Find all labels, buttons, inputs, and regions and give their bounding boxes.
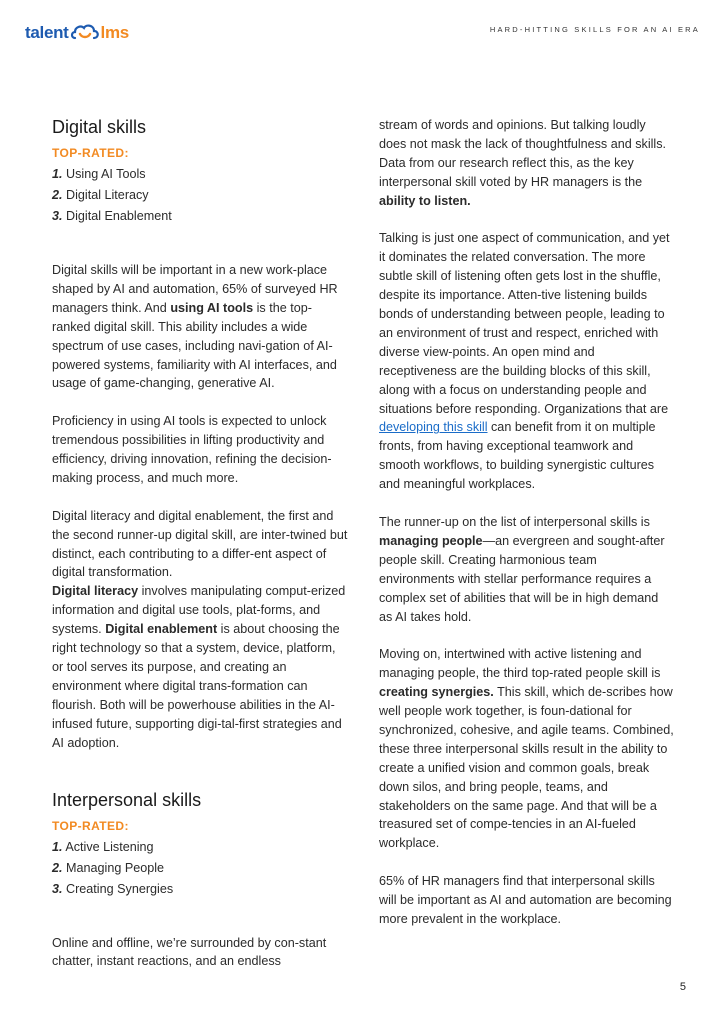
rank-label: Creating Synergies: [66, 881, 174, 896]
text-run: This skill, which de-scribes how well people work together, is foun-dational for synchronized, cohesive, and agile teams. Combined, these three interpersonal skills result in the ability to create a unified vision and common goals, break down silos, and bring people, teams, and stakeholders on the same page. And that will be a treasured set of compe-tencies in an AI-fueled workplace.: [379, 685, 674, 851]
bold-text: Digital literacy: [52, 584, 139, 599]
text-run: Talking is just one aspect of communication, and yet it dominates the related conversation. The more subtle skill of listening often gets lost in the shuffle, despite its importance. Atten-tive listening builds bonds of understanding between people, leading to an environment of trust and respect, enriched with diverse view-points. An open mind and receptiveness are the building blocks of this skill, along with a focus on understanding people and situations before responding. Organizations that are: [379, 231, 670, 416]
bold-text: creating synergies.: [379, 685, 494, 700]
rank-label: Managing People: [66, 860, 165, 875]
text-run: The runner-up on the list of interpersonal skills is: [379, 515, 650, 529]
text-run: is about choosing the right technology so that a system, device, platform, or tool serves its purpose, and creating an environment where digital trans-formation can flourish. Both will be powerhouse abilities in the AI-infused future, supporting digi-tal-first strategies and AI adoption.: [52, 622, 342, 750]
rank-label: Using AI Tools: [66, 167, 146, 181]
rank-label: Digital Enablement: [66, 209, 172, 223]
right-paragraph-5: 65% of HR managers find that interpersonal skills will be important as AI and automation are becoming more prevalent in the workplace.: [379, 874, 672, 926]
bold-text: using AI tools: [170, 300, 254, 315]
digital-paragraph-2: Proficiency in using AI tools is expected to unlock tremendous possibilities in lifting productivity and efficiency, driving innovation, refining the decision-making process, and much more.: [52, 414, 332, 485]
text-run: can benefit from it on multiple fronts, from having exceptional teamwork and smooth workflows, to building synergistic cultures and meaningful workplaces.: [379, 420, 656, 492]
page-number: 5: [679, 981, 686, 993]
text-run: stream of words and opinions. But talking loudly does not mask the lack of thoughtfulness and skills. Data from our research reflect this, as the key interpersonal skill voted by HR managers is the: [379, 118, 667, 189]
rank-number: 2.: [52, 860, 63, 875]
rank-number: 2.: [52, 188, 63, 202]
digital-top-rated-label: TOP-RATED:: [52, 146, 129, 160]
text-run: is the top-ranked digital skill. This ability includes a wide spectrum of use cases, including navi-gation of AI-powered systems, familiarity with AI interfaces, and usage of game-changing, generative AI.: [52, 300, 337, 391]
right-paragraph-2: [379, 229, 675, 494]
interpersonal-rank-item: [52, 858, 348, 879]
rank-label: Active Listening: [65, 839, 154, 854]
digital-skills-heading: Digital skills: [52, 117, 147, 137]
interpersonal-top-rated-label: TOP-RATED:: [52, 818, 129, 833]
text-run: —an evergreen and sought-after people skill. Creating harmonious team environments with stellar performance requires a complex set of abilities that will be in high demand as AI takes hold.: [379, 533, 665, 624]
right-paragraph-4: [379, 645, 675, 853]
interpersonal-rank-item: [52, 837, 348, 858]
logo-text-lms: lms: [100, 23, 129, 42]
bold-text: ability to listen.: [379, 193, 471, 208]
bold-text: managing people: [379, 533, 483, 548]
rank-number: 3.: [52, 209, 63, 223]
rank-label: Digital Literacy: [66, 188, 149, 202]
text-run: Moving on, intertwined with active listening and managing people, the third top-rated people skill is: [379, 647, 661, 681]
text-run: Digital literacy and digital enablement, the first and the second runner-up digital skill, are inter-twined but distinct, each contributing to a differ-ent aspect of digital transformation.: [52, 508, 348, 580]
logo-text-talent: talent: [25, 23, 69, 42]
digital-rank-item: [52, 185, 348, 206]
rank-number: 1.: [52, 167, 63, 181]
bold-text: Digital enablement: [105, 622, 218, 637]
digital-paragraph-1: [52, 261, 348, 393]
interpersonal-skills-heading: Interpersonal skills: [52, 789, 202, 810]
rank-number: 3.: [52, 881, 63, 896]
digital-rank-item: [52, 164, 348, 185]
right-paragraph-1: [379, 116, 675, 211]
cloud-smile-icon: [70, 23, 100, 43]
running-header: HARD-HITTING SKILLS FOR AN AI ERA: [489, 25, 700, 34]
digital-paragraph-3: [52, 507, 348, 753]
text-run: Digital skills will be important in a new work-place shaped by AI and automation, 65% of surveyed HR managers think. And: [52, 263, 338, 315]
developing-this-skill-link[interactable]: developing this skill: [379, 420, 488, 435]
interpersonal-paragraph-1: Online and offline, we’re surrounded by con-stant chatter, instant reactions, and an endless: [52, 935, 327, 969]
right-column: [379, 116, 675, 929]
talentlms-logo[interactable]: [25, 20, 129, 46]
rank-number: 1.: [52, 839, 63, 854]
digital-rank-item: [52, 206, 348, 227]
text-run: involves manipulating comput-erized information and digital use tools, plat-forms, and systems.: [52, 584, 346, 637]
interpersonal-rank-item: [52, 879, 348, 900]
left-column: [52, 116, 348, 971]
right-paragraph-3: [379, 513, 675, 626]
